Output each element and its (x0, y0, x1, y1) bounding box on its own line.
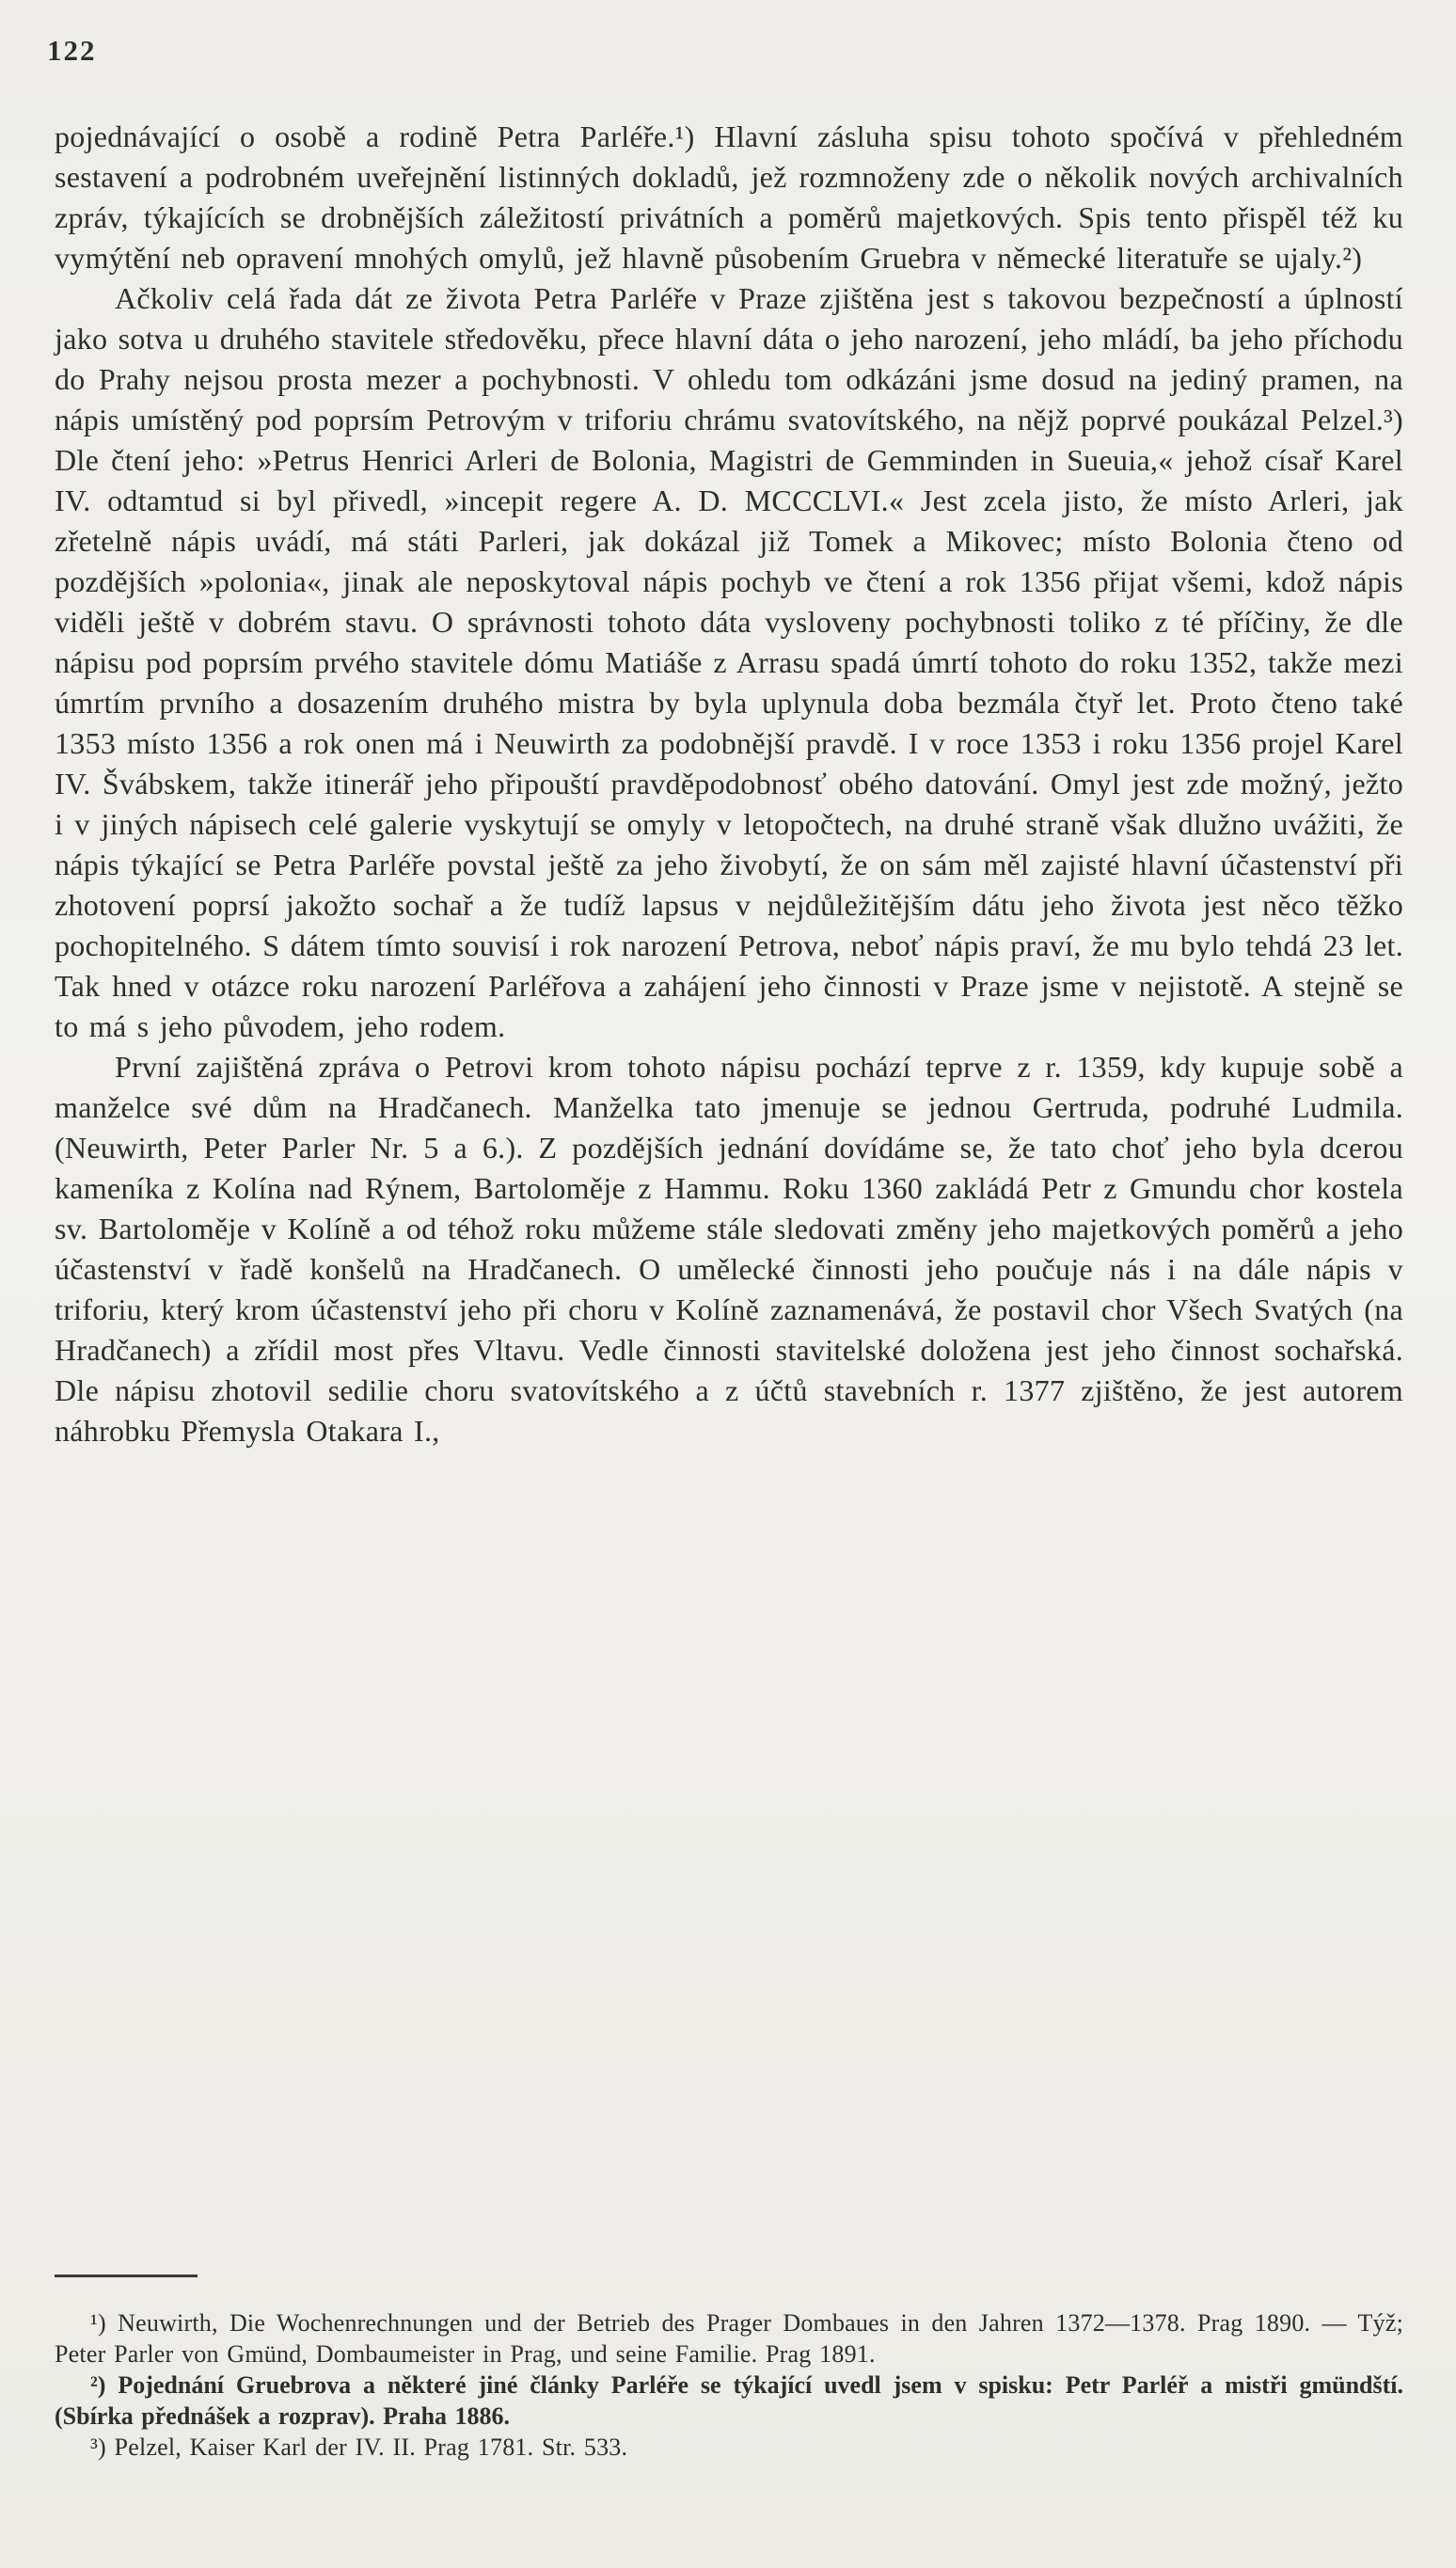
footnote-divider (55, 2275, 198, 2277)
footnote: ²) Pojednání Gruebrova a některé jiné články Parléře se týkající uvedl jsem v spisku: Petr Parléř a mistři gmündští. (Sbírka přednášek a rozprav). Praha 1886. (55, 2371, 1403, 2430)
main-text (47, 117, 1403, 1451)
paragraph: pojednávající o osobě a rodině Petra Parléře.¹) Hlavní zásluha spisu tohoto spočívá v přehledném sestavení a podrobném uveřejnění listinných dokladů, jež rozmnoženy zde o několik nových archivalních zpráv, týkajících se drobnějších záležitostí privátních a poměrů majetkových. Spis tento přispěl též ku vymýtění neb opravení mnohých omylů, jež hlavně působením Gruebra v německé literatuře se ujaly.²) (55, 119, 1403, 275)
page-number: 122 (47, 34, 97, 67)
paragraph: První zajištěná zpráva o Petrovi krom tohoto nápisu pochází teprve z r. 1359, kdy kupuje sobě a manželce své dům na Hradčanech. Manželka tato jmenuje se jednou Gertruda, podruhé Ludmila. (Neuwirth, Peter Parler Nr. 5 a 6.). Z pozdějších jednání dovídáme se, že tato choť jeho byla dcerou kameníka z Kolína nad Rýnem, Bartoloměje z Hammu. Roku 1360 zakládá Petr z Gmundu chor kostela sv. Bartoloměje v Kolíně a od téhož roku můžeme stále sledovati změny jeho majetkových poměrů a jeho účastenství v řadě konšelů na Hradčanech. O umělecké činnosti jeho poučuje nás i na dále nápis v triforiu, který krom účastenství jeho při choru v Kolíně zaznamenává, že postavil chor Všech Svatých (na Hradčanech) a zřídil most přes Vltavu. Vedle činnosti stavitelské doložena jest jeho činnost sochařská. Dle nápisu zhotovil sedilie choru svatovítského a z účtů stavebních r. 1377 zjištěno, že jest autorem náhrobku Přemysla Otakara I., (55, 1050, 1403, 1448)
paragraph: Ačkoliv celá řada dát ze života Petra Parléře v Praze zjištěna jest s takovou bezpečností a úplností jako sotva u druhého stavitele středověku, přece hlavní dáta o jeho narození, jeho mládí, ba jeho příchodu do Prahy nejsou prosta mezer a pochybnosti. V ohledu tom odkázáni jsme dosud na jediný pramen, na nápis umístěný pod poprsím Petrovým v triforiu chrámu svatovítského, na nějž poprvé poukázal Pelzel.³) Dle čtení jeho: »Petrus Henrici Arleri de Bolonia, Magistri de Gemminden in Sueuia,« jehož císař Karel IV. odtamtud si byl přivedl, »incepit regere A. D. MCCCLVI.« Jest zcela jisto, že místo Arleri, jak zřetelně nápis uvádí, má státi Parleri, jak dokázal již Tomek a Mikovec; místo Bolonia čteno od pozdějších »polonia«, jinak ale neposkytoval nápis pochyb ve čtení a rok 1356 přijat všemi, kdož nápis viděli ještě v dobrém stavu. O správnosti tohoto dáta vysloveny pochybnosti toliko z té příčiny, že dle nápisu pod poprsím prvého stavitele dómu Matiáše z Arrasu spadá úmrtí tohoto do roku 1352, takže mezi úmrtím prvního a dosazením druhého mistra by byla uplynula doba bezmála čtyř let. Proto čteno také 1353 místo 1356 a rok onen má i Neuwirth za podobnější pravdě. I v roce 1353 i roku 1356 projel Karel IV. Švábskem, takže itinerář jeho připouští pravděpodobnosť obého datování. Omyl jest zde možný, ježto i v jiných nápisech celé galerie vyskytují se omyly v letopočtech, na druhé straně však dlužno uvážiti, že nápis týkající se Petra Parléře povstal ještě za jeho živobytí, že on sám měl zajisté hlavní účastenství při zhotovení poprsí jakožto sochař a že tudíž lapsus v nejdůležitějším dátu jeho života jest něco těžko pochopitelného. S dátem tímto souvisí i rok narození Petrova, neboť nápis praví, že mu bylo tehdá 23 let. Tak hned v otázce roku narození Parléřova a zahájení jeho činnosti v Praze jsme v nejistotě. A stejně se to má s jeho původem, jeho rodem. (55, 281, 1403, 1043)
footnote: ¹) Neuwirth, Die Wochenrechnungen und der Betrieb des Prager Dombaues in den Jahren 1372—1378. Prag 1890. — Týž; Peter Parler von Gmünd, Dombaumeister in Prag, und seine Familie. Prag 1891. (55, 2309, 1403, 2368)
footnote: ³) Pelzel, Kaiser Karl der IV. II. Prag 1781. Str. 533. (90, 2433, 628, 2461)
footnotes-section (47, 2275, 1403, 2463)
